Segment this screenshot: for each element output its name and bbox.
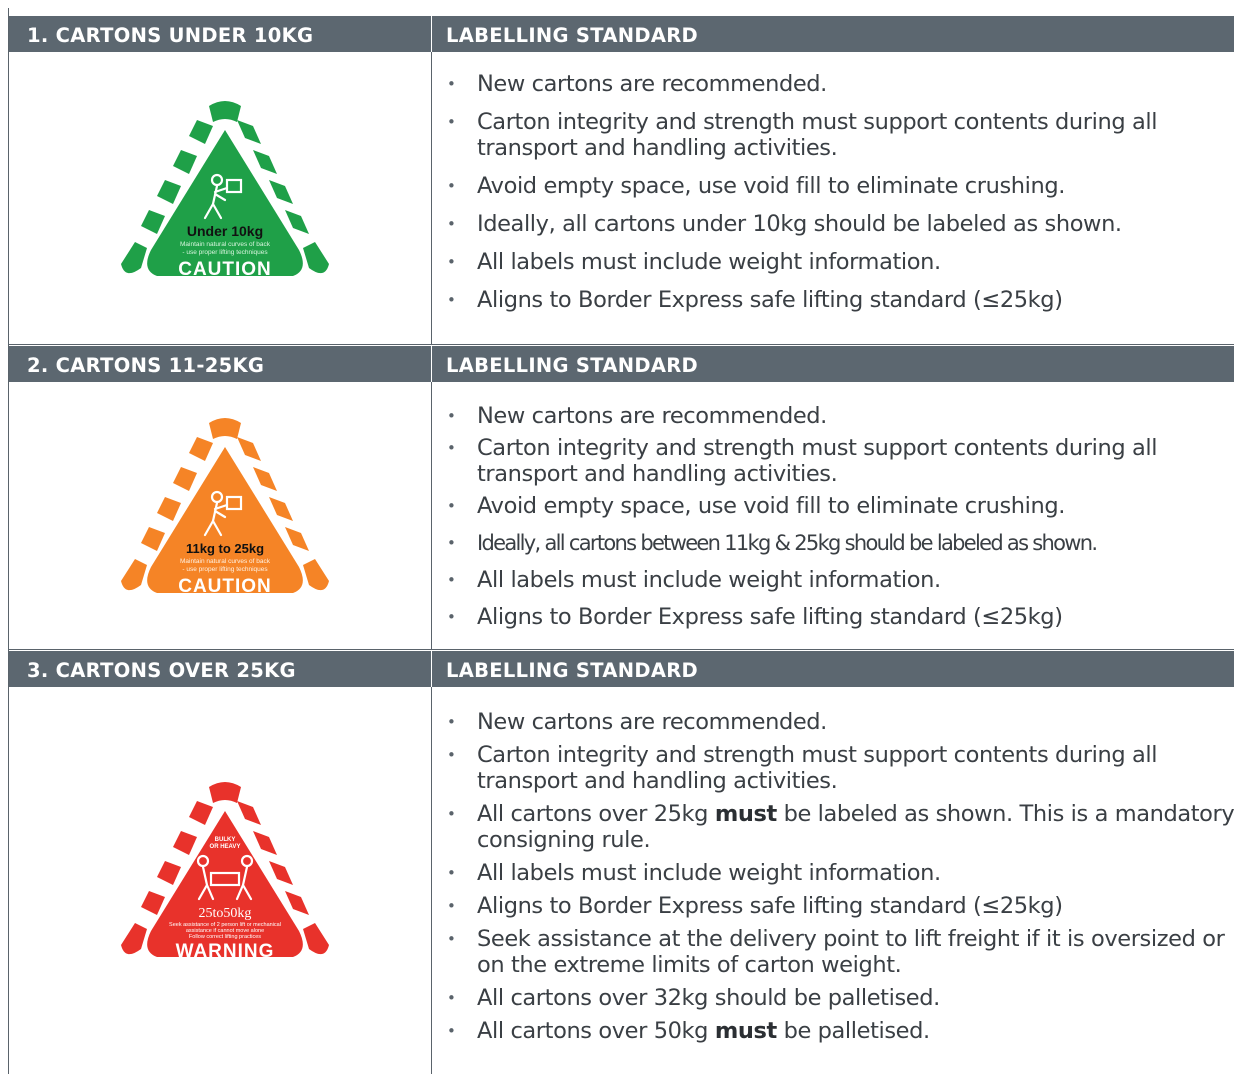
list-item: • Carton integrity and strength must support contents during all transport and handling activities. bbox=[447, 435, 1234, 487]
label-3-top-text-1: BULKY bbox=[214, 837, 236, 843]
label-2-fine-text-2: - use proper lifting techniques bbox=[182, 566, 268, 573]
section-3-header bbox=[9, 651, 1234, 687]
label-2-fine-text-1: Maintain natural curves of back bbox=[180, 558, 270, 565]
list-item: • Seek assistance at the delivery point to lift freight if it is oversized or on the extreme limits of carton weight. bbox=[447, 926, 1234, 978]
carton-standards-table bbox=[8, 8, 1234, 1074]
label-3-weight-text: 25to50kg bbox=[198, 906, 252, 921]
list-item: • All labels must include weight information. bbox=[447, 860, 1234, 886]
section-2-title: 2. CARTONS 11-25KG bbox=[27, 354, 265, 377]
list-item: • New cartons are recommended. bbox=[447, 709, 1234, 735]
list-item: • Carton integrity and strength must support contents during all transport and handling activities. bbox=[447, 742, 1234, 794]
list-item: • Avoid empty space, use void fill to eliminate crushing. bbox=[447, 173, 1234, 199]
label-3-fine-text-2: assistance if cannot move alone bbox=[185, 928, 265, 934]
section-1-row bbox=[9, 52, 1234, 345]
label-3-top-text-2: OR HEAVY bbox=[209, 844, 241, 850]
section-3-bullet-list bbox=[447, 709, 1234, 1051]
list-item: • Aligns to Border Express safe lifting standard (≤25kg) bbox=[447, 893, 1234, 919]
list-item: • Aligns to Border Express safe lifting standard (≤25kg) bbox=[447, 604, 1234, 630]
section-2-header bbox=[9, 346, 1234, 382]
list-item: • All cartons over 32kg should be palletised. bbox=[447, 985, 1234, 1011]
list-item: • All cartons over 50kg must be palletised. bbox=[447, 1018, 1234, 1044]
section-3-row bbox=[9, 687, 1234, 1074]
section-2-bullet-list bbox=[447, 403, 1234, 641]
section-3-title: 3. CARTONS OVER 25KG bbox=[27, 659, 296, 682]
caution-triangle-icon bbox=[113, 100, 337, 290]
label-3-banner: WARNING bbox=[175, 941, 275, 962]
list-item: • All labels must include weight information. bbox=[447, 249, 1234, 275]
section-3-standard-title: LABELLING STANDARD bbox=[446, 659, 699, 682]
section-1-header bbox=[9, 16, 1234, 52]
label-1-fine-text-1: Maintain natural curves of back bbox=[180, 241, 270, 248]
section-2-label-image bbox=[9, 382, 431, 650]
label-1-weight-text: Under 10kg bbox=[186, 223, 264, 239]
section-2-row bbox=[9, 382, 1234, 650]
label-2-weight-text: 11kg to 25kg bbox=[185, 541, 265, 556]
caution-triangle-icon bbox=[113, 417, 337, 607]
list-item: • Ideally, all cartons under 10kg should be labeled as shown. bbox=[447, 211, 1234, 237]
label-3-fine-text-1: Seek assistance of 2 person lift or mechanical bbox=[169, 922, 281, 928]
list-item: • Avoid empty space, use void fill to eliminate crushing. bbox=[447, 493, 1234, 519]
list-item: • Ideally, all cartons between 11kg & 25kg should be labeled as shown. bbox=[447, 530, 1234, 556]
list-item: • New cartons are recommended. bbox=[447, 71, 1234, 97]
label-2-banner: CAUTION bbox=[178, 576, 272, 597]
list-item: • New cartons are recommended. bbox=[447, 403, 1234, 429]
list-item: • All cartons over 25kg must be labeled as shown. This is a mandatory consigning rule. bbox=[447, 801, 1234, 853]
section-1-label-image bbox=[9, 52, 431, 345]
list-item: • All labels must include weight information. bbox=[447, 567, 1234, 593]
section-1-title: 1. CARTONS UNDER 10KG bbox=[27, 24, 314, 47]
warning-triangle-icon bbox=[113, 781, 337, 971]
label-1-banner: CAUTION bbox=[178, 259, 272, 280]
label-1-fine-text-2: - use proper lifting techniques bbox=[182, 249, 268, 256]
list-item: • Aligns to Border Express safe lifting standard (≤25kg) bbox=[447, 287, 1234, 313]
label-3-fine-text-3: Follow correct lifting practices bbox=[188, 934, 262, 940]
section-2-standard-title: LABELLING STANDARD bbox=[446, 354, 699, 377]
section-3-label-image bbox=[9, 687, 431, 1074]
section-1-standard-title: LABELLING STANDARD bbox=[446, 24, 699, 47]
section-1-bullet-list bbox=[447, 71, 1234, 325]
list-item: • Carton integrity and strength must support contents during all transport and handling activities. bbox=[447, 109, 1234, 161]
